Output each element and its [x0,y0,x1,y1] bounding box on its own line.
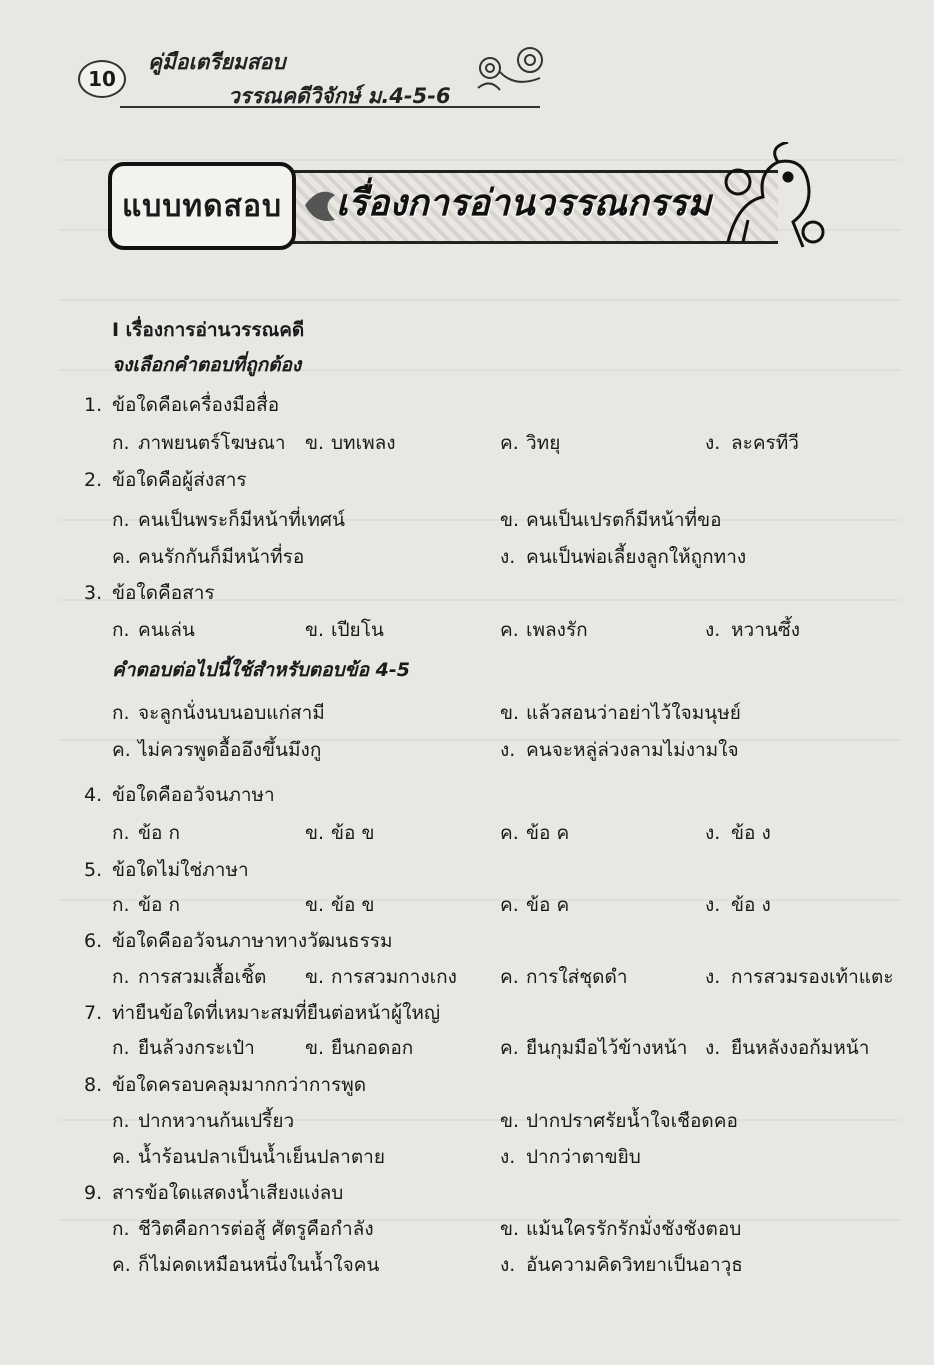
shared-option-d: ง. คนจะหลู่ล่วงลามไม่งามใจ [500,739,739,761]
q2-option-b: ข. คนเป็นเปรตก็มีหน้าที่ขอ [500,509,722,531]
instruction: จงเลือกคำตอบที่ถูกต้อง [112,354,302,376]
banner-title: เรื่องการอ่านวรรณกรรม [336,183,712,224]
q1-option-d: ง. ละครทีวี [705,432,799,454]
q6-option-a: ก. การสวมเสื้อเชิ้ต [112,966,267,988]
shared-option-b: ข. แล้วสอนว่าอย่าไว้ใจมนุษย์ [500,702,741,724]
q8-option-d: ง. ปากว่าตาขยิบ [500,1146,641,1168]
q5-option-c: ค. ข้อ ค [500,894,570,916]
question-5: 5. ข้อใดไม่ใช่ภาษา [84,859,249,881]
swirl-ornament-icon [300,180,340,230]
running-header-title: คู่มือเตรียมสอบ [148,50,286,74]
question-1: 1. ข้อใดคือเครื่องมือสื่อ [84,394,280,416]
question-6: 6. ข้อใดคืออวัจนภาษาทางวัฒนธรรม [84,930,393,952]
q3-option-d: ง. หวานซึ้ง [705,619,801,641]
q9-option-a: ก. ชีวิตคือการต่อสู้ ศัตรูคือกำลัง [112,1218,374,1240]
question-9: 9. สารข้อใดแสดงน้ำเสียงแง่ลบ [84,1182,344,1204]
shared-option-a: ก. จะลูกนั่งนบนอบแก่สามี [112,702,325,724]
q1-option-b: ข. บทเพลง [305,432,396,454]
q3-option-b: ข. เปียโน [305,619,384,641]
q8-option-c: ค. น้ำร้อนปลาเป็นน้ำเย็นปลาตาย [112,1146,385,1168]
q7-option-c: ค. ยืนกุมมือไว้ข้างหน้า [500,1037,688,1059]
q8-option-b: ข. ปากปราศรัยน้ำใจเชือดคอ [500,1110,738,1132]
question-7: 7. ท่ายืนข้อใดที่เหมาะสมที่ยืนต่อหน้าผู้ใหญ่ [84,1002,441,1024]
section-title: I เรื่องการอ่านวรรณคดี [112,319,305,341]
instruction-shared: คำตอบต่อไปนี้ใช้สำหรับตอบข้อ 4-5 [112,659,410,681]
running-header-subtitle: วรรณคดีวิจักษ์ ม.4-5-6 [228,84,451,108]
page-number: 10 [78,60,126,98]
q6-option-d: ง. การสวมรองเท้าแตะ [705,966,894,988]
question-2: 2. ข้อใดคือผู้ส่งสาร [84,469,247,491]
q5-option-a: ก. ข้อ ก [112,894,180,916]
q9-option-d: ง. อันความคิดวิทยาเป็นอาวุธ [500,1254,743,1276]
question-4: 4. ข้อใดคืออวัจนภาษา [84,784,275,806]
q3-option-a: ก. คนเล่น [112,619,195,641]
q7-option-b: ข. ยืนกอดอก [305,1037,414,1059]
banner-label: แบบทดสอบ [108,162,296,250]
title-banner [108,162,808,256]
q3-option-c: ค. เพลงรัก [500,619,588,641]
flower-ornament-icon [470,38,560,108]
q5-option-d: ง. ข้อ ง [705,894,771,916]
q5-option-b: ข. ข้อ ข [305,894,375,916]
q7-option-d: ง. ยืนหลังงอก้มหน้า [705,1037,870,1059]
q2-option-a: ก. คนเป็นพระก็มีหน้าที่เทศน์ [112,509,345,531]
q2-option-c: ค. คนรักกันก็มีหน้าที่รอ [112,546,305,568]
question-3: 3. ข้อใดคือสาร [84,582,215,604]
q4-option-a: ก. ข้อ ก [112,822,180,844]
q4-option-b: ข. ข้อ ข [305,822,375,844]
mythical-lion-emblem-icon [708,142,828,262]
q4-option-d: ง. ข้อ ง [705,822,771,844]
q9-option-b: ข. แม้นใครรักรักมั่งชังชังตอบ [500,1218,742,1240]
q7-option-a: ก. ยืนล้วงกระเป๋า [112,1037,255,1059]
shared-option-c: ค. ไม่ควรพูดอื้ออึงขึ้นมึงกู [112,739,322,761]
q1-option-a: ก. ภาพยนตร์โฆษณา [112,432,286,454]
q6-option-b: ข. การสวมกางเกง [305,966,457,988]
question-8: 8. ข้อใดครอบคลุมมากกว่าการพูด [84,1074,367,1096]
q8-option-a: ก. ปากหวานก้นเปรี้ยว [112,1110,295,1132]
q6-option-c: ค. การใส่ชุดดำ [500,966,628,988]
q1-option-c: ค. วิทยุ [500,432,561,454]
q9-option-c: ค. ก็ไม่คดเหมือนหนึ่งในน้ำใจคน [112,1254,380,1276]
q2-option-d: ง. คนเป็นพ่อเลี้ยงลูกให้ถูกทาง [500,546,747,568]
q4-option-c: ค. ข้อ ค [500,822,570,844]
